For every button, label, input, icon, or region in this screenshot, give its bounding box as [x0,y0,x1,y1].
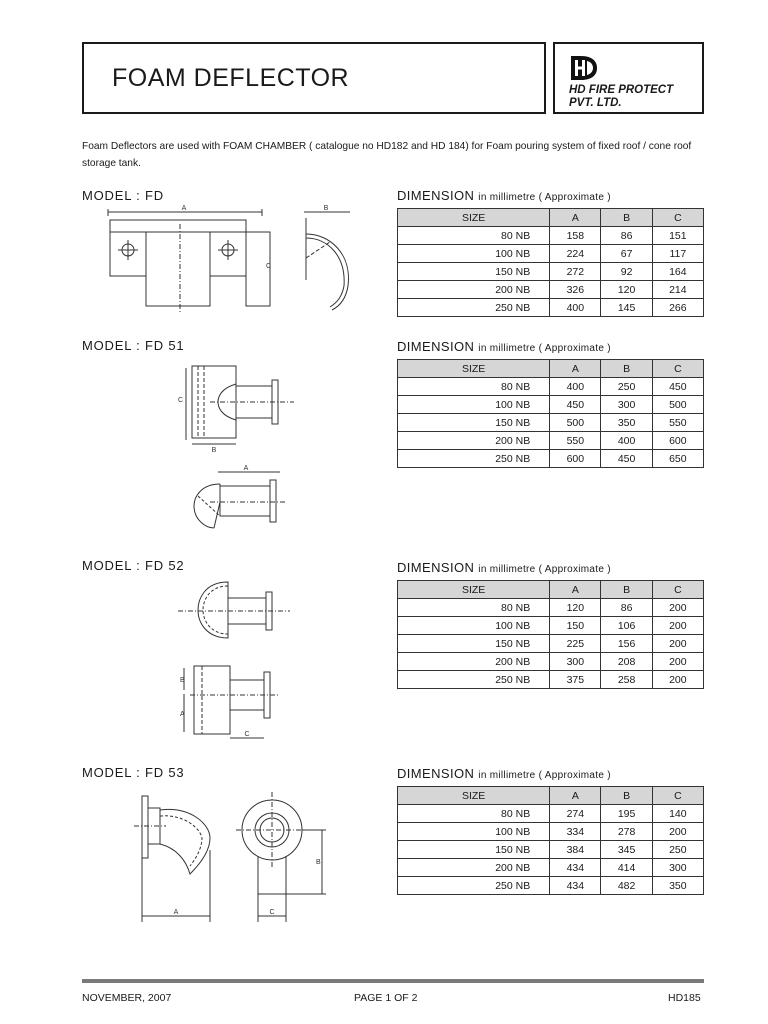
cell-c: 200 [652,635,703,653]
dim-a-label: A [173,909,179,916]
fd51-side-drawing [190,462,290,534]
model-label-fd53: MODEL : FD 53 [82,765,185,780]
table-row [398,823,704,841]
col-b: B [601,209,652,227]
table-row [398,599,704,617]
cell-c: 350 [652,877,703,895]
table-header-row [398,360,704,378]
dim-c-label: C [244,731,250,738]
col-c: C [652,209,703,227]
table-row [398,635,704,653]
page-title: FOAM DEFLECTOR [112,64,350,92]
model-label-fd52: MODEL : FD 52 [82,558,185,573]
table-row [398,245,704,263]
table-row [398,877,704,895]
title-box [82,42,546,114]
table-row [398,299,704,317]
cell-size: 200 NB [398,281,550,299]
col-c: C [652,787,703,805]
cell-b: 145 [601,299,652,317]
cell-a: 274 [550,805,601,823]
col-c: C [652,360,703,378]
cell-b: 278 [601,823,652,841]
cell-c: 550 [652,414,703,432]
table-row [398,396,704,414]
dim-b-label: B [211,447,217,454]
cell-c: 300 [652,859,703,877]
cell-size: 150 NB [398,263,550,281]
cell-size: 100 NB [398,396,550,414]
dimension-word: DIMENSION [397,188,475,203]
footer-doc-code: HD185 [668,992,701,1004]
cell-size: 100 NB [398,617,550,635]
table-header-row [398,581,704,599]
cell-size: 200 NB [398,653,550,671]
cell-size: 80 NB [398,805,550,823]
fd53-front-drawing [236,790,331,925]
cell-c: 200 [652,671,703,689]
cell-c: 650 [652,450,703,468]
cell-size: 200 NB [398,859,550,877]
cell-a: 384 [550,841,601,859]
cell-b: 482 [601,877,652,895]
fd51-top-drawing [170,360,300,455]
fd-side-drawing [300,202,360,314]
cell-b: 258 [601,671,652,689]
col-a: A [550,360,601,378]
col-size: SIZE [398,360,550,378]
cell-b: 400 [601,432,652,450]
cell-a: 300 [550,653,601,671]
cell-c: 500 [652,396,703,414]
cell-c: 140 [652,805,703,823]
cell-c: 164 [652,263,703,281]
col-size: SIZE [398,581,550,599]
cell-c: 151 [652,227,703,245]
cell-a: 400 [550,299,601,317]
table-row [398,450,704,468]
company-name-line2: PVT. LTD. [569,97,622,109]
dim-a-label: A [180,711,185,718]
dimension-word: DIMENSION [397,560,475,575]
table-row [398,432,704,450]
cell-a: 326 [550,281,601,299]
cell-c: 450 [652,378,703,396]
table-row [398,805,704,823]
cell-a: 450 [550,396,601,414]
cell-a: 400 [550,378,601,396]
company-name-line1: HD FIRE PROTECT [569,84,674,96]
dimension-note: in millimetre ( Approximate ) [478,564,611,575]
col-c: C [652,581,703,599]
cell-size: 80 NB [398,227,550,245]
cell-size: 150 NB [398,635,550,653]
dim-b-label: B [323,205,329,212]
cell-a: 120 [550,599,601,617]
cell-b: 106 [601,617,652,635]
footer-page-number: PAGE 1 OF 2 [354,992,418,1004]
cell-b: 208 [601,653,652,671]
dim-a-label: A [243,465,249,472]
cell-b: 156 [601,635,652,653]
cell-size: 250 NB [398,877,550,895]
fd53-side-drawing [130,790,220,925]
dim-b-label: B [316,859,321,866]
dimension-note: in millimetre ( Approximate ) [478,343,611,354]
cell-a: 500 [550,414,601,432]
cell-a: 334 [550,823,601,841]
cell-b: 414 [601,859,652,877]
cell-a: 158 [550,227,601,245]
cell-a: 375 [550,671,601,689]
dimension-word: DIMENSION [397,339,475,354]
cell-b: 345 [601,841,652,859]
cell-b: 250 [601,378,652,396]
table-row [398,263,704,281]
table-row [398,841,704,859]
cell-size: 150 NB [398,841,550,859]
cell-size: 150 NB [398,414,550,432]
dimension-table-fd52 [397,580,704,689]
model-label-fd51: MODEL : FD 51 [82,338,185,353]
company-logo-box [553,42,704,114]
dimension-heading-fd51 [397,339,611,354]
dimension-heading-fd52 [397,560,611,575]
table-row [398,281,704,299]
col-a: A [550,209,601,227]
cell-c: 250 [652,841,703,859]
col-b: B [601,787,652,805]
cell-b: 350 [601,414,652,432]
fd-front-drawing [100,202,280,314]
cell-a: 272 [550,263,601,281]
cell-b: 120 [601,281,652,299]
col-size: SIZE [398,209,550,227]
cell-b: 300 [601,396,652,414]
model-label-fd: MODEL : FD [82,188,164,203]
col-size: SIZE [398,787,550,805]
dimension-word: DIMENSION [397,766,475,781]
cell-b: 86 [601,599,652,617]
cell-size: 250 NB [398,450,550,468]
dimension-heading-fd [397,188,611,203]
table-header-row [398,787,704,805]
cell-c: 200 [652,823,703,841]
table-row [398,227,704,245]
cell-a: 434 [550,877,601,895]
col-a: A [550,787,601,805]
cell-b: 92 [601,263,652,281]
cell-a: 550 [550,432,601,450]
table-header-row [398,209,704,227]
cell-size: 250 NB [398,671,550,689]
fd52-side-drawing [176,660,281,745]
cell-b: 450 [601,450,652,468]
dim-c-label: C [178,397,184,404]
col-b: B [601,581,652,599]
cell-size: 250 NB [398,299,550,317]
dim-a-label: A [181,205,187,212]
table-row [398,653,704,671]
col-a: A [550,581,601,599]
cell-c: 266 [652,299,703,317]
cell-size: 80 NB [398,599,550,617]
cell-c: 200 [652,617,703,635]
table-row [398,378,704,396]
cell-a: 434 [550,859,601,877]
cell-c: 117 [652,245,703,263]
footer-divider [82,979,704,983]
dimension-table-fd51 [397,359,704,468]
company-name [569,84,673,110]
cell-b: 195 [601,805,652,823]
cell-c: 600 [652,432,703,450]
cell-a: 224 [550,245,601,263]
cell-b: 86 [601,227,652,245]
cell-size: 200 NB [398,432,550,450]
intro-paragraph: Foam Deflectors are used with FOAM CHAMBER ( catalogue no HD182 and HD 184) for Foam pouring system of fixed roof / cone roof storage tank. [82,141,692,169]
cell-c: 200 [652,653,703,671]
fd52-top-drawing [178,576,293,646]
cell-a: 600 [550,450,601,468]
dimension-heading-fd53 [397,766,611,781]
dimension-table-fd53 [397,786,704,895]
cell-size: 100 NB [398,245,550,263]
dim-c-label: C [266,263,272,270]
cell-a: 150 [550,617,601,635]
cell-size: 100 NB [398,823,550,841]
cell-c: 214 [652,281,703,299]
footer-date: NOVEMBER, 2007 [82,992,172,1004]
dim-c-label: C [269,909,275,916]
dimension-table-fd [397,208,704,317]
cell-c: 200 [652,599,703,617]
dimension-note: in millimetre ( Approximate ) [478,192,611,203]
cell-b: 67 [601,245,652,263]
table-row [398,414,704,432]
dim-b-label: B [180,677,185,684]
table-row [398,671,704,689]
table-row [398,617,704,635]
dimension-note: in millimetre ( Approximate ) [478,770,611,781]
cell-a: 225 [550,635,601,653]
cell-size: 80 NB [398,378,550,396]
table-row [398,859,704,877]
col-b: B [601,360,652,378]
hd-logo-icon [569,54,599,82]
